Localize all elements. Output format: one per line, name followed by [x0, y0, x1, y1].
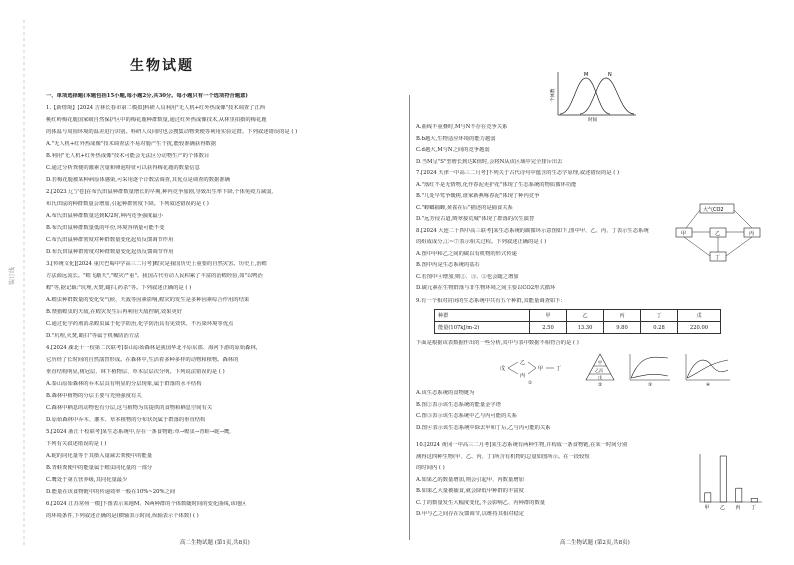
- q8-node-b: 乙: [715, 231, 721, 237]
- text-line: B.禁猎蝗虫的天敌,在蝗灾发生后再利用天敌控制,效果更好: [46, 309, 183, 315]
- table-header-cell: 种群: [435, 310, 530, 322]
- table-cell: 220.00: [678, 322, 721, 334]
- text-line: 9.有一个相对封闭的生态系统中共有五个种群,其能量调查如下:: [416, 298, 563, 304]
- text-line: B.图中丙是生态系统的基石: [416, 262, 480, 268]
- q9-pyramid-base: 戊: [598, 375, 602, 380]
- table-cell: 0.28: [641, 322, 678, 334]
- text-line: D.图④表示该生态系统中除去甲和丁后,乙与丙可能的关系: [416, 424, 551, 431]
- text-line: B.利用"无人机+红外热成像"技术可能会无法区分动物生产的个体数目: [46, 153, 210, 159]
- text-line: C.通过化学药剂消杀蝗虫属于化学防治,化学防治具有见效快、不污染环境等优点: [46, 321, 234, 327]
- text-line: C.布氏田鼠种群密度对种群数量变化起负反馈调节作用: [46, 237, 174, 243]
- text-line: 桃红岭梅花鹿国家级自然保护区中的梅花鹿种群数量,通过红外热成像技术,从林里拍摄的梅花鹿: [46, 117, 267, 123]
- page-title: 生物试题: [130, 58, 194, 74]
- text-line: D.能量在该食物链中的传递效率一般在10%~20%之间: [46, 489, 176, 495]
- text-line: A."无人机+红外热成像"技术调查法不易对鹿产生干扰,能较准确获得数据: [46, 141, 217, 147]
- text-line: D.原始森林中乔木、灌木、草本植物的分布状况属于群落的垂直结构: [46, 417, 206, 423]
- table-cell: 9.80: [604, 322, 641, 334]
- q6-ylabel: 个体数: [551, 88, 556, 102]
- text-line: 5.[2024 浙江十校联考]某生态系统中,存在一条食物链:草→蝗虫→青蛙→蛇→鹰,: [46, 429, 231, 435]
- q6-curve-n-label: N: [608, 72, 612, 78]
- text-line: 它历经了长时间的自然演替形成。在森林中,生活着多种多样的动物和植物。森林的: [46, 357, 239, 363]
- text-line: 的时间内 ( ): [416, 465, 445, 471]
- text-line: 2.[2023 辽宁卷]在布氏田鼠种群数量增长的早期,种内竞争加剧,导致出生率下降,个体免疫力减弱,: [46, 189, 274, 195]
- table-row: [435, 322, 721, 334]
- text-line: 的体温与周围环境的温差进行识别。科研人员同时也会搜集动物粪便等利用实验定群。下列叙述错误的是 ( ): [46, 129, 298, 135]
- text-line: 10.[2024 黄冈一中高三二月考]某生态系统有两种生物,并构成一条食物链,在某一时间分别: [416, 442, 628, 448]
- text-line: A.泰山原始森林的乔木层具有明显的分层现象,属于群落的水平结构: [46, 381, 202, 387]
- q10-tick-label: 乙: [719, 505, 725, 511]
- q9-chain-node: 戊: [500, 366, 506, 372]
- text-line: A.图中甲和乙之间的碳以有机物的形式传递: [416, 250, 517, 257]
- text-line: B.森林中植物的分层主要与光照强度有关: [46, 393, 142, 399]
- text-line: A.蛇的同化量等于其摄入量减去粪便中的能量: [46, 453, 153, 459]
- q10-bar: [720, 456, 726, 502]
- q9-chain-node: 乙: [520, 360, 526, 366]
- footer-left: 高二生物试题 (第1页,共8页): [180, 540, 250, 546]
- text-line: D."坑埋,火焚,蜡扫"等属于机械防治方法: [46, 333, 140, 339]
- q10-tick-label: 丁: [750, 505, 756, 511]
- text-line: 4.[2024 湖北十一校第二次联考]泰山原始森林是我国华北平原东部、海河下游的原始森林,: [46, 345, 258, 351]
- text-line: D.甲与乙之间存在反馈调节,以维持其相对稳定: [416, 511, 525, 517]
- text-line: C.鹰处于第五营养级,其同化量最少: [46, 477, 128, 483]
- text-line: D."远芳侵古道,晴翠接荒城"体现了群落的次生演替: [416, 216, 535, 222]
- text-line: A.布氏田鼠种群数量达到K/2时,种内竞争强度最小: [46, 213, 163, 219]
- text-line: 一、单项选择题(本题包括15小题,每小题2分,共30分。每小题只有一个选项符合题意): [46, 93, 248, 99]
- text-line: A.该生态系统的食物链为: [416, 390, 475, 396]
- q10-bar: [751, 498, 757, 502]
- text-line: C.d越大,M与N之间的竞争越弱: [416, 147, 490, 153]
- q9-chain-node: 甲: [538, 366, 544, 372]
- table-header-cell: 戊: [678, 310, 721, 322]
- table-header-cell: 乙: [567, 310, 604, 322]
- text-line: C.通过分析粪便的激素含量和卵泡特征可以获得梅花鹿的数量信息: [46, 165, 200, 171]
- binding-margin: [4, 0, 30, 561]
- text-line: C.若图中④增加,则②、③、⑤也会随之增加: [416, 273, 519, 280]
- q8-carbon-cycle-figure: [672, 202, 768, 264]
- q9-chain-node: 丁: [556, 366, 562, 372]
- text-line: 蝗"等,据记载:"坑埋,火焚,蜡扫,药杀"等。下列叙述正确的是 ( ): [46, 285, 192, 291]
- q9-panel-label: ③: [648, 383, 653, 386]
- table-cell: 2.50: [530, 322, 567, 334]
- text-line: 7.[2024 天津一中高三二月考]下列关于古代诗句中蕴含的生态学原理,叙述错误的是 ( ): [416, 170, 620, 176]
- text-line: B.如果乙大量被捕食,就会降低甲种群的丰富度: [416, 488, 524, 494]
- text-line: 布氏田鼠的种群数量会增加,引起种群密度下降。下列叙述错误的是 ( ): [46, 201, 209, 207]
- left-column: [46, 0, 404, 561]
- q10-bar: [705, 493, 711, 502]
- table-row-label: 能量(107kJ/m-2): [435, 322, 530, 334]
- q6-curve-figure: [548, 70, 638, 122]
- q8-node-c: 丙: [749, 231, 755, 237]
- q9-panel-label: ④: [706, 383, 711, 386]
- text-line: 8.[2024 大连二十四中高三联考]某生态系统的碳循环示意图如下,图中甲、乙、丙、丁表示生态系统: [416, 227, 649, 234]
- q10-tick-label: 甲: [704, 505, 710, 511]
- text-line: 的环境条件,下列叙述正确的是(横轴表示时间,纵轴表示个体数) ( ): [46, 513, 199, 519]
- q10-axes: [700, 454, 762, 502]
- q9-figures: [500, 352, 740, 386]
- text-line: B."几处早莺争暖树,谁家新燕啄春泥"体现了种内竞争: [416, 193, 540, 199]
- text-line: D.若梅花鹿被某种病原体感染,可采用逐个计数法调查,其优点是调查的数据准确: [46, 177, 230, 183]
- table-cell: 13.30: [567, 322, 604, 334]
- table-header-cell: 甲: [530, 310, 567, 322]
- table-header-cell: 丁: [641, 310, 678, 322]
- q9-panel-label: ②: [598, 383, 603, 386]
- text-line: C."螳螂捕蝉,黄雀在后"描述的是捕食关系: [416, 204, 513, 211]
- q6-xlabel: 时间: [588, 118, 597, 122]
- text-line: 3.[传统文化][2024 重庆巴蜀中学高三二月考]蝗灾是我国历史上重要的自然灾害。历史上,治蝗: [46, 261, 267, 267]
- text-line: 测得这四种生物(甲、乙、丙、丁)所含有机物的总量如图所示。在一段较短: [416, 453, 590, 460]
- table-header-cell: 丙: [604, 310, 641, 322]
- text-line: A.蝗虫种群数量的变化受气候、天敌等因素影响,蝗灾的发生是多种因素综合作用的结果: [46, 297, 250, 303]
- text-line: C.图③表示该生态系统中乙与丙可能的关系: [416, 413, 517, 419]
- binding-line-graphic: [4, 0, 30, 561]
- text-line: B.青蛙粪便中的能量属于蝗虫同化量的一部分: [46, 465, 153, 471]
- text-line: D.当M呈"S"型增长到达K值时,会将N从该区域中完全排斥出去: [416, 158, 563, 165]
- text-line: 下面是根据该表数据作出的一些分析,其中与表中数据不相符合的是 ( ): [416, 340, 579, 346]
- text-line: 下列有关叙述错误的是 ( ): [46, 441, 107, 447]
- q6-curve-m-label: M: [584, 72, 589, 78]
- text-line: C.丁的数量发生大幅度变化,不会影响乙、丙种群的数量: [416, 499, 546, 506]
- text-line: 方法源远流长。"蝗飞蔽天","蝗灾严重"。我国古代劳动人民积累了丰富的治蝗经验,如"以鸭治: [46, 273, 263, 279]
- text-line: A.曲线不重叠时,M与N不存在竞争关系: [416, 124, 508, 130]
- q8-node-d: 丁: [715, 255, 721, 261]
- q9-chain-node: 丙: [520, 373, 526, 379]
- text-line: B.图②表示该生态系统的能量金字塔: [416, 401, 502, 408]
- text-line: 的组成成分,①~⑦表示相关过程。下列叙述正确的是 ( ): [416, 239, 547, 245]
- q9-energy-table: [434, 309, 721, 334]
- q8-node-co2: 大气CO2: [703, 207, 724, 213]
- text-line: C.森林中栖息的动物也有分层,这与植物为其提供的食物和栖息空间有关: [46, 405, 213, 411]
- q9-pyramid-top: 甲: [598, 360, 602, 365]
- q10-bar: [736, 488, 742, 502]
- q8-node-a: 甲: [681, 231, 687, 237]
- footer-right: 高二生物试题 (第2页,共8页): [560, 540, 630, 546]
- column-divider: [409, 95, 410, 540]
- table-header-row: [435, 310, 721, 322]
- q9-pyramid-mid: 乙丙: [595, 368, 603, 373]
- text-line: A."落红不是无情物,化作春泥更护花"体现了生态系统的物质循环功能: [416, 181, 577, 188]
- text-line: A.如果乙的数量增加,则会引起甲、丙数量增加: [416, 476, 524, 483]
- text-line: D.布氏田鼠种群密度对种群数量变化起负反馈调节作用: [46, 249, 174, 255]
- binding-label: 装订线: [9, 266, 16, 285]
- q9-panel-label: ①: [528, 381, 533, 386]
- text-line: B.布氏田鼠种群数量低的年份,环境容纳量可能不变: [46, 225, 165, 231]
- text-line: B.b越大,生物适应环境的能力越弱: [416, 135, 496, 142]
- text-line: 垂直结构明显,树冠层、林下植物层、草本层层次分明。下列说法错误的是 ( ): [46, 369, 225, 375]
- text-line: 6.[2024 江苏常州一模]下图表示某地M、N两种群的个体数随时间的变化曲线,该地区: [46, 501, 247, 507]
- text-line: D.碳元素在生物群落与非生物环境之间主要以CO2形式循环: [416, 285, 556, 291]
- q10-bar-chart: [690, 450, 766, 512]
- q10-tick-label: 丙: [735, 505, 741, 511]
- text-line: 1.【新情境】[2024 吉林长春市第二模拟]科研人员利用"无人机+红外热成像"技术调查了江西: [46, 105, 266, 111]
